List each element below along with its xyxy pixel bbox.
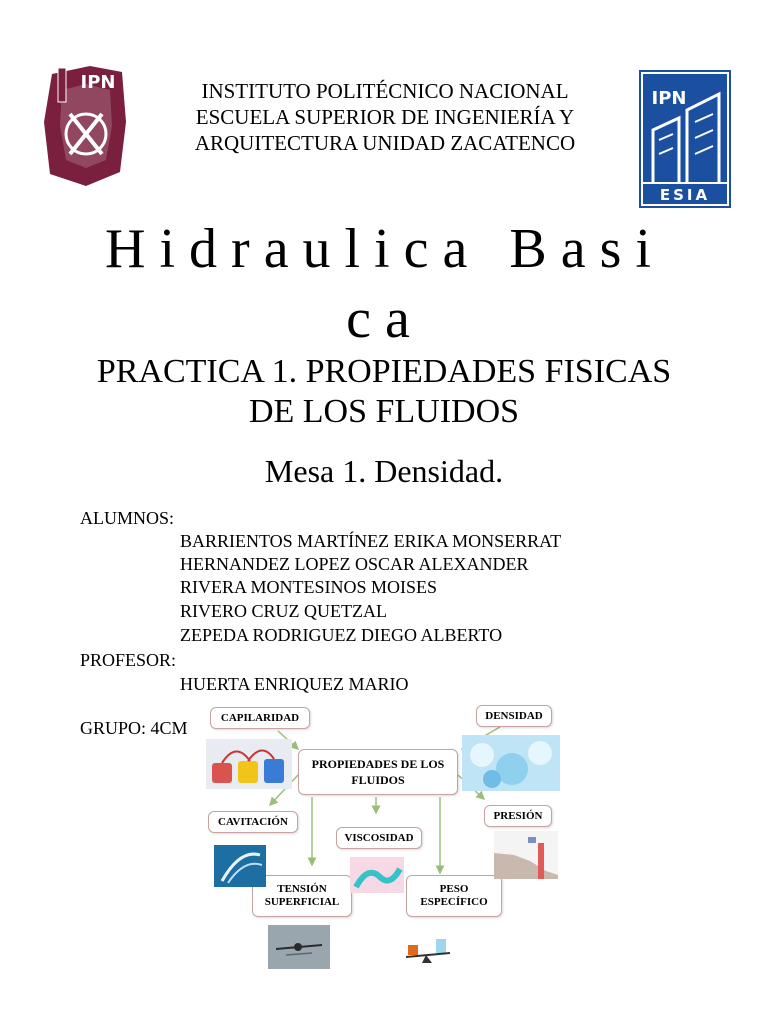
institution-line: ARQUITECTURA UNIDAD ZACATENCO [194,131,576,155]
esia-logo-ipn-text: IPN [651,88,687,109]
specific-weight-photo [404,929,452,969]
student-name: BARRIENTOS MARTÍNEZ ERIKA MONSERRAT [180,531,562,551]
viscosity-photo [350,857,404,893]
institution-line: INSTITUTO POLITÉCNICO NACIONAL [201,79,569,103]
cavitation-photo [214,845,266,887]
ipn-logo [40,62,132,190]
practice-title-line: DE LOS FLUIDOS [248,393,520,430]
professor-label: PROFESOR: [80,650,177,670]
surface-tension-photo [268,925,330,969]
ipn-logo-text: IPN [80,72,116,93]
node-tension: TENSIÓN SUPERFICIAL [252,875,352,917]
student-name: RIVERA MONTESINOS MOISES [180,577,438,597]
properties-diagram [200,705,566,975]
course-title-line: ca [346,288,424,350]
node-peso: PESO ESPECÍFICO [406,875,502,917]
students-label: ALUMNOS: [80,508,175,528]
esia-logo-text: ESIA [659,186,711,204]
node-densidad: DENSIDAD [476,705,552,727]
node-center: PROPIEDADES DE LOS FLUIDOS [298,749,458,795]
density-photo [462,735,560,791]
practice-title-line: PRACTICA 1. PROPIEDADES FISICAS [96,353,672,390]
course-title [70,214,700,354]
group-label: GRUPO: 4CM [80,718,188,738]
esia-logo [639,70,731,208]
node-viscosidad: VISCOSIDAD [336,827,422,849]
node-presion: PRESIÓN [484,805,552,827]
practice-title [60,352,708,432]
node-cavitacion: CAVITACIÓN [208,811,298,833]
student-name: HERNANDEZ LOPEZ OSCAR ALEXANDER [180,554,529,574]
capillarity-photo [206,739,292,789]
institution-header [150,78,620,156]
node-capilaridad: CAPILARIDAD [210,707,310,729]
student-name: RIVERO CRUZ QUETZAL [180,601,387,621]
pressure-photo [494,831,558,879]
student-name: ZEPEDA RODRIGUEZ DIEGO ALBERTO [180,625,503,645]
course-title-line: Hidraulica Basi [105,218,665,280]
institution-line: ESCUELA SUPERIOR DE INGENIERÍA Y [195,105,575,129]
table-title: Mesa 1. Densidad. [264,453,504,489]
professor-name: HUERTA ENRIQUEZ MARIO [180,674,409,694]
